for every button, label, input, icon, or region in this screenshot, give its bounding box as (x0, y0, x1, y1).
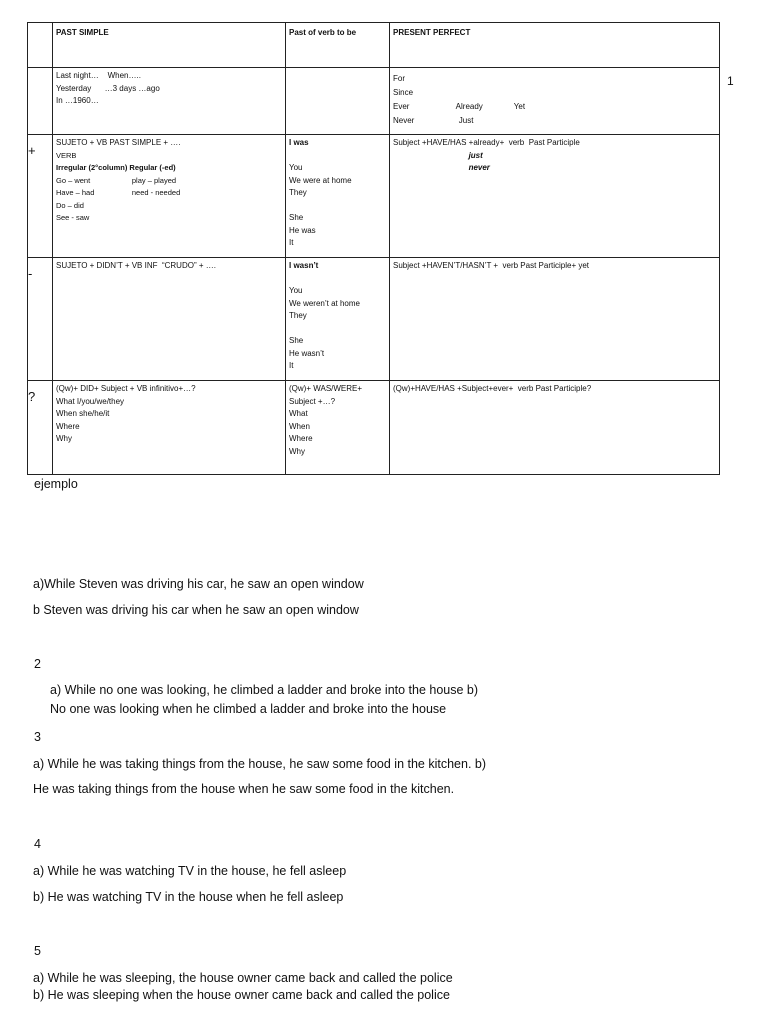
example-2a: a) While no one was looking, he climbed a ladder and broke into the house b) (50, 683, 479, 697)
time-expressions-row (28, 68, 720, 135)
example-5b: b) He was sleeping when the house owner came back and called the police (33, 988, 450, 1002)
present-perfect-time-expressions: For Since Ever Already Yet Never Just (390, 68, 720, 135)
example-4-number: 4 (34, 837, 41, 851)
to-be-negative: I wasn’t You We weren’t at home They She He wasn’t It (286, 258, 390, 381)
example-3-number: 3 (34, 730, 41, 744)
example-5-number: 5 (34, 944, 41, 958)
past-simple-negative: SUJETO + DIDN’T + VB INF “CRUDO” + …. (53, 258, 286, 381)
negative-symbol: - (28, 258, 53, 381)
example-4b: b) He was watching TV in the house when he fell asleep (33, 890, 344, 904)
header-row (28, 23, 720, 68)
example-2-number: 2 (34, 657, 41, 671)
past-simple-time-expressions: Last night… When….. Yesterday …3 days …ago In …1960… (53, 68, 286, 135)
present-perfect-question: (Qw)+HAVE/HAS +Subject+ever+ verb Past Participle? (390, 381, 720, 475)
past-simple-question: (Qw)+ DID+ Subject + VB infinitivo+…? What I/you/we/they When she/he/it Where Why (53, 381, 286, 475)
negative-row (28, 258, 720, 381)
header-present-perfect: PRESENT PERFECT (390, 23, 720, 68)
header-past-simple: PAST SIMPLE (53, 23, 286, 68)
question-row (28, 381, 720, 475)
past-simple-affirmative: SUJETO + VB PAST SIMPLE + …. VERB Irregular (2°column) Regular (-ed) Go – went play – played Have – had need - needed Do – did See - saw (53, 135, 286, 258)
affirmative-row (28, 135, 720, 258)
to-be-affirmative: I was You We were at home They She He was It (286, 135, 390, 258)
example-2b: No one was looking when he climbed a ladder and broke into the house (50, 702, 447, 716)
present-perfect-negative: Subject +HAVEN’T/HASN’T + verb Past Participle+ yet (390, 258, 720, 381)
example-5a: a) While he was sleeping, the house owner came back and called the police (33, 971, 453, 985)
question-symbol: ? (28, 381, 53, 475)
example-4a: a) While he was watching TV in the house, he fell asleep (33, 864, 347, 878)
example-3b: He was taking things from the house when he saw some food in the kitchen. (33, 782, 455, 796)
example-3a: a) While he was taking things from the house, he saw some food in the kitchen. b) (33, 757, 487, 771)
grammar-table (27, 22, 720, 475)
present-perfect-affirmative: Subject +HAVE/HAS +already+ verb Past Participle just never (390, 135, 720, 258)
to-be-question: (Qw)+ WAS/WERE+ Subject +…? What When Where Why (286, 381, 390, 475)
example-1b: b Steven was driving his car when he saw an open window (33, 603, 359, 617)
page-number: 1 (727, 74, 734, 88)
affirmative-symbol: + (28, 135, 53, 258)
header-past-to-be: Past of verb to be (286, 23, 390, 68)
example-label: ejemplo (34, 477, 78, 491)
example-1a: a)While Steven was driving his car, he saw an open window (33, 577, 364, 591)
header-corner (28, 23, 53, 68)
